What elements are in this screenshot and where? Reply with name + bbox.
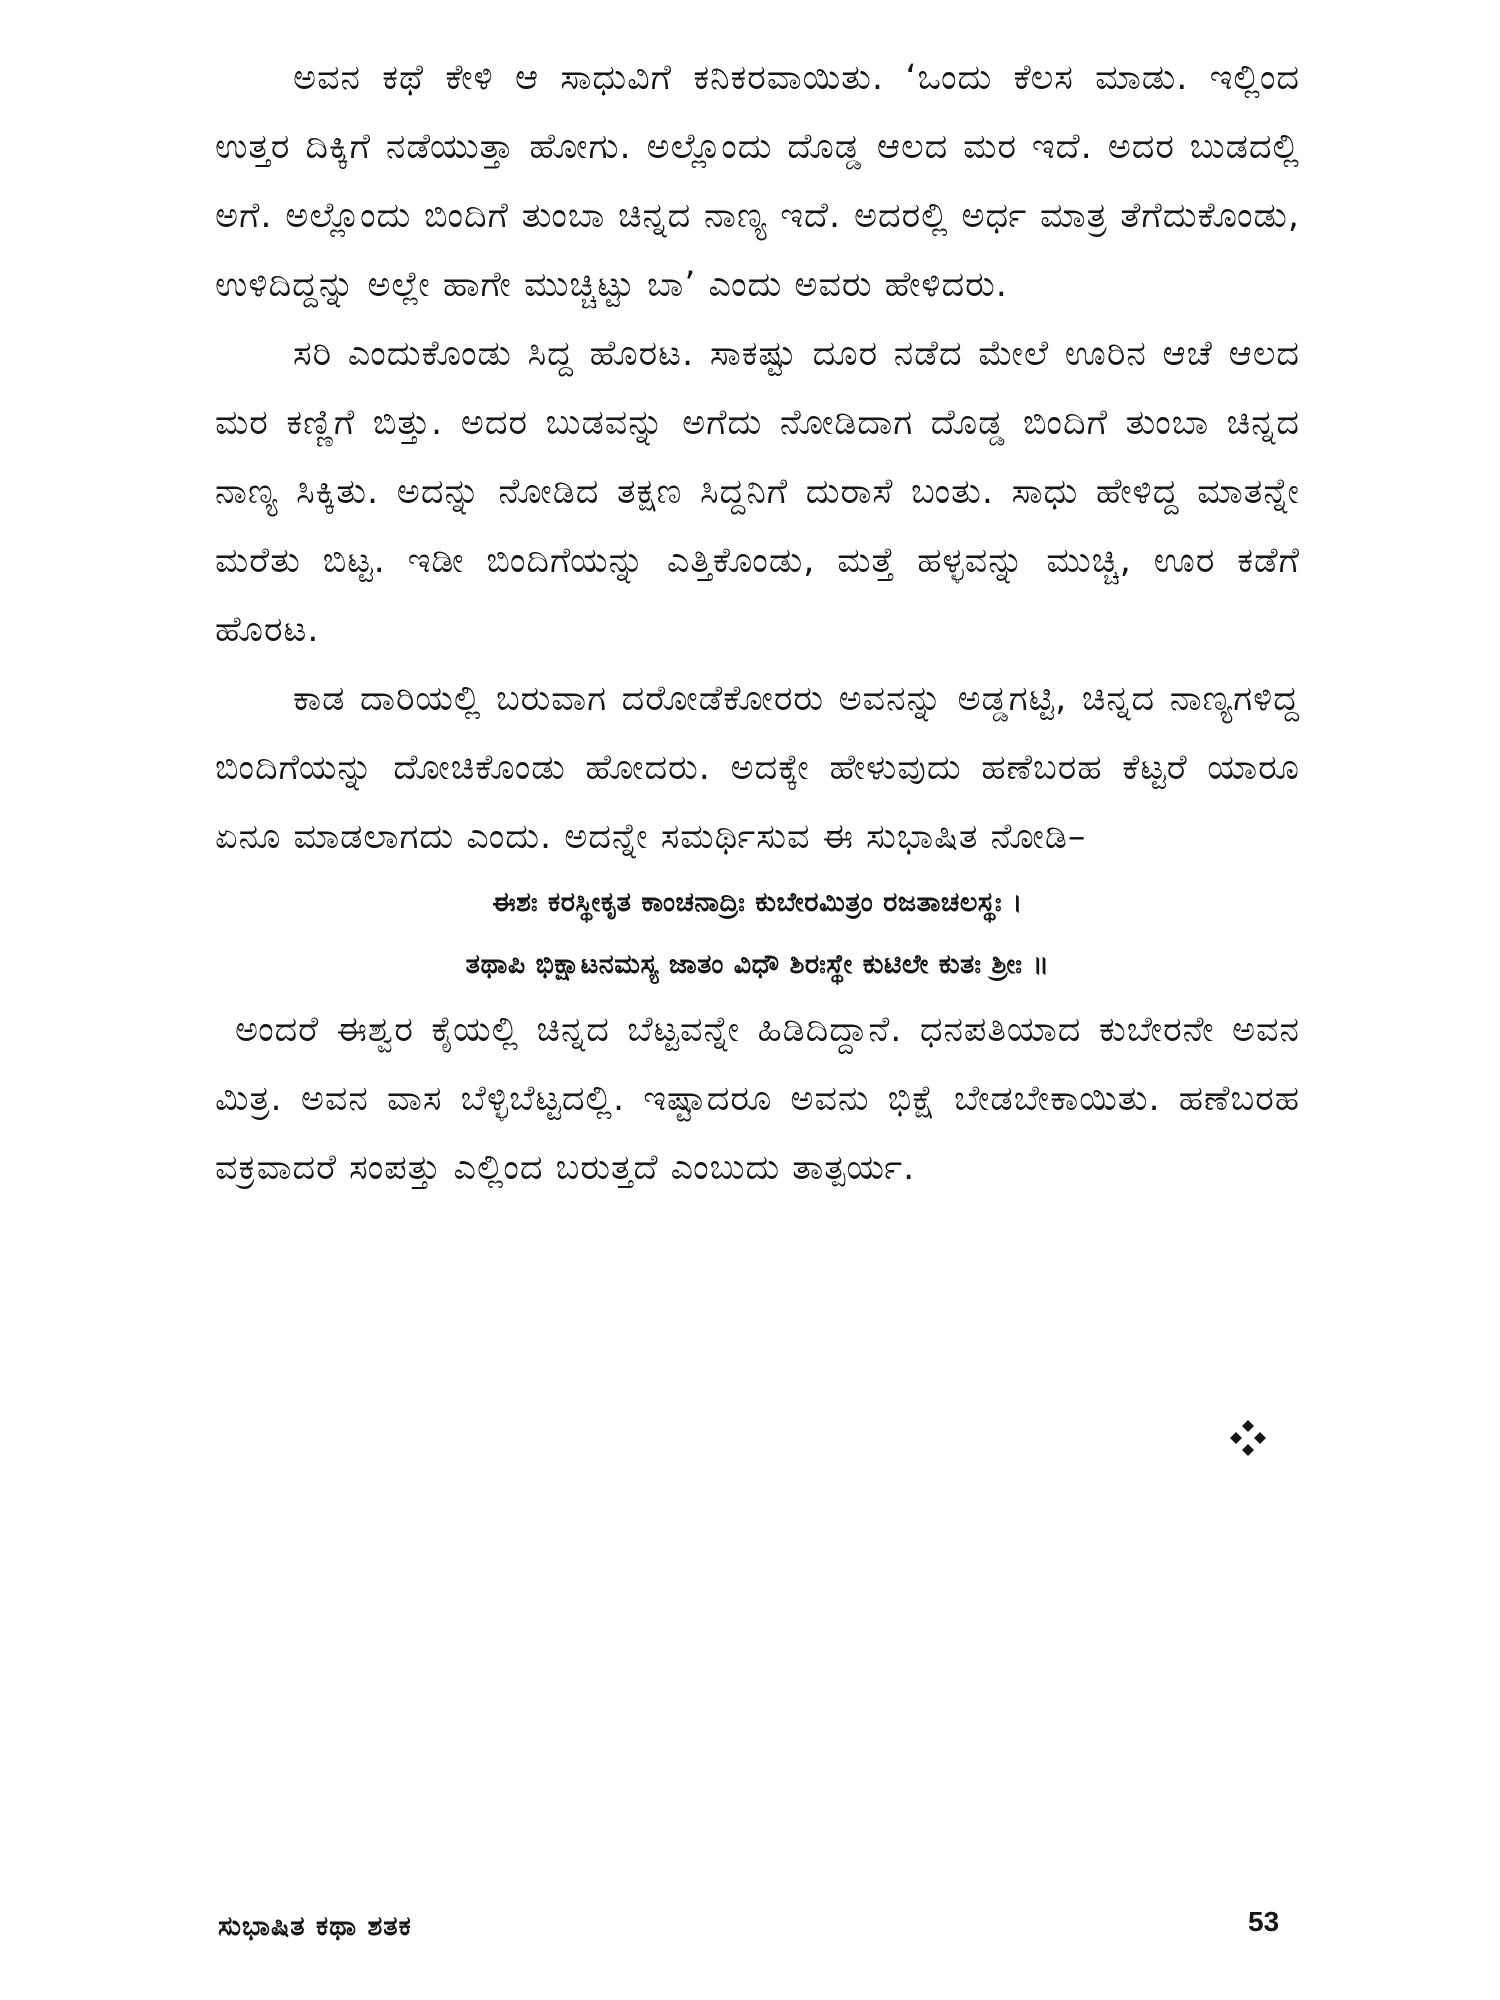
paragraph-robbers: ಕಾಡ ದಾರಿಯಲ್ಲಿ ಬರುವಾಗ ದರೋಡೆಕೋರರು ಅವನನ್ನು ಅಡ್ಡಗಟ್ಟಿ, ಚಿನ್ನದ ನಾಣ್ಯಗಳಿದ್ದ ಬಿಂದಿಗೆಯನ್ನು ದೋಚಿಕೊಂಡು ಹೋದರು. ಅದಕ್ಕೇ ಹೇಳುವುದು ಹಣೆಬರಹ ಕೆಟ್ಟರೆ ಯಾರೂ ಏನೂ ಮಾಡಲಾಗದು ಎಂದು. ಅದನ್ನೇ ಸಮರ್ಥಿಸುವ ಈ ಸುಭಾಷಿತ ನೋಡಿ–	[215, 679, 1300, 857]
footer-book-title: ಸುಭಾಷಿತ ಕಥಾ ಶತಕ	[218, 1911, 412, 1942]
page-body	[215, 44, 1300, 1203]
verse-line-1: ಈಶಃ ಕರಸ್ಥೀಕೃತ ಕಾಂಚನಾದ್ರಿಃ ಕುಬೇರಮಿತ್ರಂ ರಜತಾಚಲಸ್ಥಃ ।	[492, 887, 1023, 918]
four-diamond-ornament-icon	[1228, 1418, 1268, 1458]
paragraph-sidda-digs: ಸರಿ ಎಂದುಕೊಂಡು ಸಿದ್ದ ಹೊರಟ. ಸಾಕಷ್ಟು ದೂರ ನಡೆದ ಮೇಲೆ ಊರಿನ ಆಚೆ ಆಲದ ಮರ ಕಣ್ಣಿಗೆ ಬಿತ್ತು. ಅದರ ಬುಡವನ್ನು ಅಗೆದು ನೋಡಿದಾಗ ದೊಡ್ಡ ಬಿಂದಿಗೆ ತುಂಬಾ ಚಿನ್ನದ ನಾಣ್ಯ ಸಿಕ್ಕಿತು. ಅದನ್ನು ನೋಡಿದ ತಕ್ಷಣ ಸಿದ್ದನಿಗೆ ದುರಾಸೆ ಬಂತು. ಸಾಧು ಹೇಳಿದ್ದ ಮಾತನ್ನೇ ಮರೆತು ಬಿಟ್ಟ. ಇಡೀ ಬಿಂದಿಗೆಯನ್ನು ಎತ್ತಿಕೊಂಡು, ಮತ್ತೆ ಹಳ್ಳವನ್ನು ಮುಚ್ಚಿ, ಊರ ಕಡೆಗೆ ಹೊರಟ.	[215, 334, 1300, 650]
verse-line-2: ತಥಾಪಿ ಭಿಕ್ಷಾಟನಮಸ್ಯ ಜಾತಂ ವಿಧೌ ಶಿರಃಸ್ಥೇ ಕುಟಿಲೇ ಕುತಃ ಶ್ರೀಃ ॥	[465, 949, 1050, 980]
page-number: 53	[1248, 1906, 1280, 1937]
paragraph-meaning: ಅಂದರೆ ಈಶ್ವರ ಕೈಯಲ್ಲಿ ಚಿನ್ನದ ಬೆಟ್ಟವನ್ನೇ ಹಿಡಿದಿದ್ದಾನೆ. ಧನಪತಿಯಾದ ಕುಬೇರನೇ ಅವನ ಮಿತ್ರ. ಅವನ ವಾಸ ಬೆಳ್ಳಿಬೆಟ್ಟದಲ್ಲಿ. ಇಷ್ಟಾದರೂ ಅವನು ಭಿಕ್ಷೆ ಬೇಡಬೇಕಾಯಿತು. ಹಣೆಬರಹ ವಕ್ರವಾದರೆ ಸಂಪತ್ತು ಎಲ್ಲಿಂದ ಬರುತ್ತದೆ ಎಂಬುದು ತಾತ್ಪರ್ಯ.	[215, 1010, 1300, 1188]
paragraph-sadhu-advice: ಅವನ ಕಥೆ ಕೇಳಿ ಆ ಸಾಧುವಿಗೆ ಕನಿಕರವಾಯಿತು. ‘ಒಂದು ಕೆಲಸ ಮಾಡು. ಇಲ್ಲಿಂದ ಉತ್ತರ ದಿಕ್ಕಿಗೆ ನಡೆಯುತ್ತಾ ಹೋಗು. ಅಲ್ಲೊಂದು ದೊಡ್ಡ ಆಲದ ಮರ ಇದೆ. ಅದರ ಬುಡದಲ್ಲಿ ಅಗೆ. ಅಲ್ಲೊಂದು ಬಿಂದಿಗೆ ತುಂಬಾ ಚಿನ್ನದ ನಾಣ್ಯ ಇದೆ. ಅದರಲ್ಲಿ ಅರ್ಧ ಮಾತ್ರ ತೆಗೆದುಕೊಂಡು, ಉಳಿದಿದ್ದನ್ನು ಅಲ್ಲೇ ಹಾಗೇ ಮುಚ್ಚಿಟ್ಟು ಬಾ’ ಎಂದು ಅವರು ಹೇಳಿದರು.	[215, 58, 1300, 305]
